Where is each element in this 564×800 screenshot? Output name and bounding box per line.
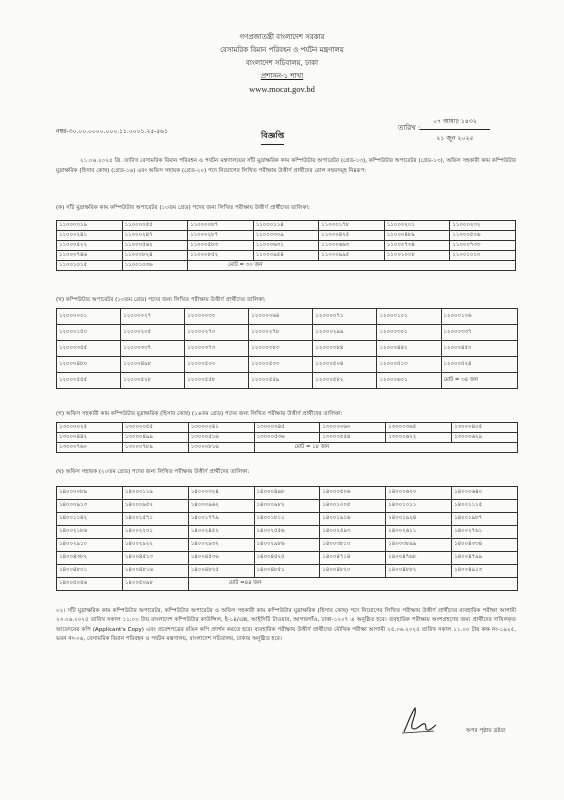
roll-cell: ১২০০০০৬৪ <box>249 309 313 325</box>
roll-cell: ১২০০০৫০৩ <box>249 357 313 373</box>
roll-cell: ১৪০০৪৩৩৪ <box>452 539 518 552</box>
roll-cell: ১১০০০৭৩৩ <box>450 241 516 251</box>
roll-cell: ১১০০০০১৯ <box>57 221 123 231</box>
roll-cell: ১১০০১০১০ <box>450 251 516 261</box>
roll-cell: ১২০০০৩৮৩ <box>249 341 313 357</box>
notice-title: বিজ্ঞপ্তি <box>261 130 284 145</box>
roll-cell: ১৪০০৩৮১০ <box>320 539 386 552</box>
roll-cell: ১১০০০১১৪ <box>253 221 319 231</box>
roll-cell: ১২০০০৫০০ <box>185 357 249 373</box>
table-row <box>57 513 518 526</box>
roll-cell: ১৩০০০০৫৫ <box>122 423 188 433</box>
roll-cell: ১৪০০০৯১৩ <box>57 500 123 513</box>
roll-cell: ১৪০০৪৫১৩ <box>122 552 188 565</box>
table-row <box>57 443 518 453</box>
roll-cell: ১৩০০০৬২২ <box>386 433 452 443</box>
roll-cell: ১২০০০৫৫৮ <box>185 373 249 389</box>
table-row <box>57 261 516 271</box>
roll-cell: ১১০০০৫৮৩ <box>188 241 254 251</box>
table-row <box>57 325 518 341</box>
roll-cell: ১২০০০৪৫০ <box>441 341 517 357</box>
table-row <box>57 341 518 357</box>
roll-cell: ১১০০০৬৬৩ <box>319 241 385 251</box>
roll-cell: ১২০০০৩৩৭ <box>441 325 517 341</box>
roll-cell: ১২০০০৬০১ <box>377 373 441 389</box>
roll-cell: ১৩০০০০৪১ <box>188 423 254 433</box>
roll-cell: ১৪০০১৫৭১ <box>122 513 188 526</box>
roll-cell: ১২০০০৫২৪ <box>441 357 517 373</box>
table-row <box>57 500 518 513</box>
total-cell: মোট = ১৮ জন <box>254 443 517 453</box>
roll-cell: ১২০০০৪৯৮ <box>121 357 185 373</box>
roll-cell: ১১০০০২৪১ <box>57 231 123 241</box>
practical-exam-paragraph: ০২। সাঁট মুদ্রাক্ষরিক কাম কম্পিউটার অপারেটর, কম্পিউটার অপারেটর ও অফিস সহকারী কাম কম্পিউটার মুদ্রাক্ষরিক (হিসাব কোষ) পদে নিয়োগের লিখিত পরীক্ষায় উত্তীর্ণ প্রার্থীদের ব্যবহারিক পরীক্ষা আগামী ২৩.০৬.২০২৫ তারিখ সকাল ১১:০০ টায় বাংলাদেশ কম্পিউটার কাউন্সিল, ই-১৪/এক্স, আইসিটি টাওয়ার, আগারগাঁও, ঢাকা-১২০৭ এ অনুষ্ঠিত হবে। ব্যবহারিক পরীক্ষায় অংশগ্রহণের জন্য প্রার্থীদের দাখিলকৃত আবেদনের কপি (Applicant's Copy) এবং প্রবেশপত্রের রঙিন কপি প্রদর্শন করতে হবে। ব্যবহারিক পরীক্ষায় উত্তীর্ণ প্রার্থীদের মৌখিক পরীক্ষা আগামী ২৫.০৬.২০২৫ তারিখ সকাল ১১.০০ টায় কক্ষ নং-১৯২৫, ভবন নং-০৬, বেসামরিক বিমান পরিবহন ও পর্যটন মন্ত্রণালয়, বাংলাদেশ সচিবালয়, ঢাকায় অনুষ্ঠিত হবে। <box>56 608 516 643</box>
roll-cell: ১২০০০৫৫৫ <box>57 373 121 389</box>
roll-cell: ১৪০০৪৫২৫ <box>254 552 320 565</box>
roll-cell: ১৩০০০৪৯৯ <box>122 433 188 443</box>
roll-cell: ১৪০০২৯৩২ <box>188 539 254 552</box>
roll-cell: ১৪০০২২০১ <box>122 526 188 539</box>
roll-cell: ১৪০০২৫৫৬ <box>254 526 320 539</box>
roll-cell: ১৪০০৪৫০৬ <box>188 552 254 565</box>
roll-cell: ১৪০০১০০৫ <box>320 500 386 513</box>
roll-cell: ১৪০০১১৪২ <box>57 513 123 526</box>
roll-cell: ১২০০০২৯৯ <box>313 325 377 341</box>
website-link[interactable]: www.mocat.gov.bd <box>249 84 315 94</box>
roll-cell: ১৩০০০৫৫৪ <box>320 433 386 443</box>
roll-cell: ১১০০০৪৮৯ <box>384 231 450 241</box>
roll-cell: ১৪০০০৯৬২ <box>188 500 254 513</box>
roll-cell: ১৪০০২৪৫২ <box>188 526 254 539</box>
roll-cell: ১৪০০০৬২০ <box>386 487 452 500</box>
roll-cell: ১৪০০১৯৮৭ <box>452 513 518 526</box>
roll-cell: ১৪০০৪৭১৪ <box>320 552 386 565</box>
roll-cell: ১৪০০১৯২৪ <box>386 513 452 526</box>
table-row <box>57 423 518 433</box>
roll-cell: ১৪০০১৭৭৯ <box>188 513 254 526</box>
govt-title: গণপ্রজাতন্ত্রী বাংলাদেশ সরকার <box>239 33 325 41</box>
roll-cell: ১১০০০২০১ <box>384 221 450 231</box>
table-row <box>57 578 518 591</box>
roll-cell: ১১০০০২৮৭ <box>188 231 254 241</box>
roll-cell: ১১০০০৬৩১ <box>253 241 319 251</box>
table-row <box>57 241 516 251</box>
roll-cell: ১৩০০০৬২৯ <box>452 433 518 443</box>
section-kha-table <box>56 308 518 389</box>
roll-cell: ১১০০০৮৫২ <box>188 251 254 261</box>
table-row <box>57 221 516 231</box>
section-ga-table <box>56 422 518 453</box>
roll-cell: ১৪০০০৯৫২ <box>122 500 188 513</box>
roll-cell: ১১০০০৭৩৪ <box>384 241 450 251</box>
roll-cell: ১৪০০০৫০৬ <box>320 487 386 500</box>
roll-cell: ১১০০০০৮৭ <box>188 221 254 231</box>
roll-cell: ১৩০০০০২৫ <box>57 423 123 433</box>
roll-cell: ১৩০০০০৪৫ <box>254 423 320 433</box>
roll-cell: ১৪০০০৪৯৮ <box>254 487 320 500</box>
roll-cell: ১৪০০২৭৬১ <box>452 526 518 539</box>
table-row <box>57 565 518 578</box>
roll-cell: ১১০০০৫৬২ <box>122 241 188 251</box>
table-row <box>57 539 518 552</box>
roll-cell: ১৪০০৪৮৮২ <box>386 565 452 578</box>
roll-cell: ১২০০০৩৩৭ <box>121 341 185 357</box>
roll-cell: ১২০০০৫৮২ <box>313 373 377 389</box>
roll-cell: ১৪০০১৯১৬ <box>320 513 386 526</box>
section-gha-table <box>56 486 518 591</box>
roll-cell: ১৪০০৪৭৯৯ <box>452 552 518 565</box>
roll-cell: ১৪০০৪৮০১ <box>57 565 123 578</box>
roll-cell: ১১০০১০১৫ <box>57 261 123 271</box>
signature <box>398 704 438 738</box>
table-row <box>57 487 518 500</box>
roll-cell: ১১০০১০০৮ <box>384 251 450 261</box>
intro-paragraph: ২১.০৬.২০২৫ খ্রি. তারিখ বেসামরিক বিমান পরিবহন ও পর্যটন মন্ত্রণালয়ের সাঁট মুদ্রাক্ষরিক কাম কম্পিউটার অপারেটর (গ্রেড-১৩), কম্পিউটার অপারেটর (গ্রেড-১৩), অফিস সহকারী কাম কম্পিউটার মুদ্রাক্ষরিক (হিসাব কোষ) (গ্রেড-১৬) এবং অফিস সহায়ক (গ্রেড-২০) পদে নিয়োগের লিখিত পরীক্ষায় উত্তীর্ণ প্রার্থীদের রোল নম্বরসমূহ নিম্নরূপ: <box>56 158 516 174</box>
roll-cell: ১৩০০০৮১৬ <box>188 443 254 453</box>
roll-cell: ১২০০০৫০৪ <box>313 357 377 373</box>
roll-cell: ১৩০০০৩৬৫ <box>386 423 452 433</box>
roll-cell: ১১০০০৯৫৪ <box>253 251 319 261</box>
roll-cell: ১২০০০০০১ <box>57 309 121 325</box>
roll-cell: ১৪০০২৫৯৩ <box>320 526 386 539</box>
total-cell: মোট =৪৪ জন <box>188 578 517 591</box>
date-label: তারিখ : <box>398 124 421 132</box>
roll-cell: ১২০০০২০৫ <box>121 325 185 341</box>
roll-cell: ১২০০০০২৭ <box>121 309 185 325</box>
roll-cell: ১২০০০১০৬ <box>441 309 517 325</box>
table-row <box>57 357 518 373</box>
roll-cell: ১৪০০৪৯১৩ <box>452 565 518 578</box>
roll-cell: ১১০০০৩০৯ <box>253 231 319 241</box>
table-row <box>57 309 518 325</box>
roll-cell: ১১০০০৫২২ <box>57 241 123 251</box>
roll-cell: ১৩০০০৫১৬ <box>188 433 254 443</box>
date-english: ২১ জুন ২০২৫ <box>436 135 474 142</box>
roll-cell: ১৩০০০৫৩৬ <box>254 433 320 443</box>
roll-cell: ১৪০০০৯৮২ <box>254 500 320 513</box>
roll-cell: ১৪০০২৯৮৬ <box>254 539 320 552</box>
roll-cell: ১২০০০৫১৩ <box>377 357 441 373</box>
roll-cell: ১১০০০৫০৬ <box>450 231 516 241</box>
roll-cell: ১১০০০৮২৪ <box>122 251 188 261</box>
section-ga-caption: (গ) অফিস সহকারী কাম কম্পিউটার মুদ্রাক্ষরিক (হিসাব কোষ) (১৬তম গ্রেড) পদের জন্য লিখিত পরীক্ষায় উত্তীর্ণ প্রার্থীদের তালিকা: <box>56 411 343 417</box>
section-ka-table <box>56 220 516 271</box>
roll-cell: ১৩০০০৪০৫ <box>452 423 518 433</box>
date-block <box>420 116 490 144</box>
roll-cell: ১২০০০৩৫৫ <box>57 341 121 357</box>
roll-cell: ১২০০০৪৮০ <box>57 357 121 373</box>
roll-cell: ১৩০০০৪৪২ <box>57 433 123 443</box>
roll-cell: ১৪০০২৬১১ <box>386 526 452 539</box>
roll-cell: ১৪০০২১৮৬ <box>57 526 123 539</box>
roll-cell: ১৪০০২৯২২ <box>122 539 188 552</box>
roll-cell: ১৪০০২৯১০ <box>57 539 123 552</box>
roll-cell: ১২০০০৩০১ <box>377 325 441 341</box>
roll-cell: ১২০০০১০১ <box>377 309 441 325</box>
roll-cell: ১২০০০৪৪২ <box>377 341 441 357</box>
table-row <box>57 251 516 261</box>
roll-cell: ১২০০০০৩০ <box>185 309 249 325</box>
roll-cell: ১১০০০০৫৫ <box>122 221 188 231</box>
roll-cell: ১৩০০০৭৬০ <box>57 443 123 453</box>
section-ka-caption: (ক) সাঁট মুদ্রাক্ষরিক কাম কম্পিউটার অপারেটর (১৩তম গ্রেড) পদের জন্য লিখিত পরীক্ষায় উত্তীর্ণ প্রার্থীদের তালিকা: <box>56 205 310 211</box>
date-bangla: ০৭ আষাঢ় ১৪৩২ <box>420 116 490 130</box>
ministry-name: বেসামরিক বিমান পরিবহন ও পর্যটন মন্ত্রণালয় <box>220 46 344 54</box>
roll-cell: ১১০০০৪২৫ <box>319 231 385 241</box>
roll-cell: ১২০০০৩৮৪ <box>313 341 377 357</box>
section-name: প্রশাসন-১ শাখা <box>260 72 304 80</box>
table-row <box>57 526 518 539</box>
roll-cell: ১৪০০৪৭৬৮ <box>386 552 452 565</box>
roll-cell: ১২০০০০৭১ <box>313 309 377 325</box>
roll-cell: ১৪০০৩৮৯৯ <box>386 539 452 552</box>
roll-cell: ১৩০০০০৬০ <box>320 423 386 433</box>
table-row <box>57 373 518 389</box>
roll-cell: ১৪০০০৬৪০ <box>452 487 518 500</box>
section-gha-caption: (ঘ) অফিস সহায়ক (২০তম গ্রেড) পদের জন্য লিখিত পরীক্ষায় উত্তীর্ণ প্রার্থীদের তালিকা: <box>56 469 250 475</box>
roll-cell: ১৪০০৪৮২৫ <box>188 565 254 578</box>
total-cell: মোট = ৩০ জন <box>188 261 516 271</box>
roll-cell: ১২০০০৩৭৩ <box>185 341 249 357</box>
roll-cell: ১১০০০৭৪৬ <box>57 251 123 261</box>
roll-cell: ১৪০০৪৩৮২ <box>57 552 123 565</box>
section-kha-caption: (খ) কম্পিউটার অপারেটর (১৩তম গ্রেড) পদের জন্য লিখিত পরীক্ষায় উত্তীর্ণ প্রার্থীদের তালিকা: <box>56 297 266 303</box>
roll-cell: ১৪০০৫০৫৬ <box>57 578 123 591</box>
roll-cell: ১৪০০১০১১ <box>386 500 452 513</box>
roll-cell: ১২০০০৫২৮ <box>121 373 185 389</box>
roll-cell: ১৪০০৪৮১৬ <box>122 565 188 578</box>
table-row <box>57 433 518 443</box>
roll-cell: ১৪০০১১১৫ <box>452 500 518 513</box>
roll-cell: ১১০০০৯৯৫ <box>319 251 385 261</box>
roll-cell: ১১০০০২৪৭ <box>122 231 188 241</box>
roll-cell: ১২০০০২৭৮ <box>249 325 313 341</box>
table-row <box>57 231 516 241</box>
roll-cell: ১৪০০৪৮৫১ <box>254 565 320 578</box>
roll-cell: ১৪০০১৮১১ <box>254 513 320 526</box>
roll-cell: ১১০০০২৩২ <box>450 221 516 231</box>
roll-cell: ১৪০০৪৮২০ <box>320 565 386 578</box>
total-cell: মোট = ৩৪ জন <box>441 373 517 389</box>
roll-cell: ১২০০০১৫০ <box>57 325 121 341</box>
roll-cell: ১৪০০০১১৯ <box>122 487 188 500</box>
roll-cell: ১৪০০০৩২৪ <box>188 487 254 500</box>
secretariat-line: বাংলাদেশ সচিবালয়, ঢাকা <box>245 59 319 67</box>
roll-cell: ১৪০০৫০৯৮ <box>122 578 188 591</box>
memo-number: নম্বর-৩০.০০.০০০০.০০০.১১.০০০১.২৫-৫৬১ <box>56 128 168 135</box>
roll-cell: ১৪০০০০৮৯ <box>57 487 123 500</box>
roll-cell: ১১০০০১৭৮ <box>319 221 385 231</box>
overleaf-note: অপর পৃষ্ঠায় দ্রষ্টব্য <box>466 728 506 734</box>
roll-cell: ১২০০০২৭০ <box>185 325 249 341</box>
roll-cell: ১১০০১০৩৬ <box>122 261 188 271</box>
table-row <box>57 552 518 565</box>
roll-cell: ১২০০০৫৫৯ <box>249 373 313 389</box>
roll-cell: ১৩০০০৭৮৯ <box>122 443 188 453</box>
